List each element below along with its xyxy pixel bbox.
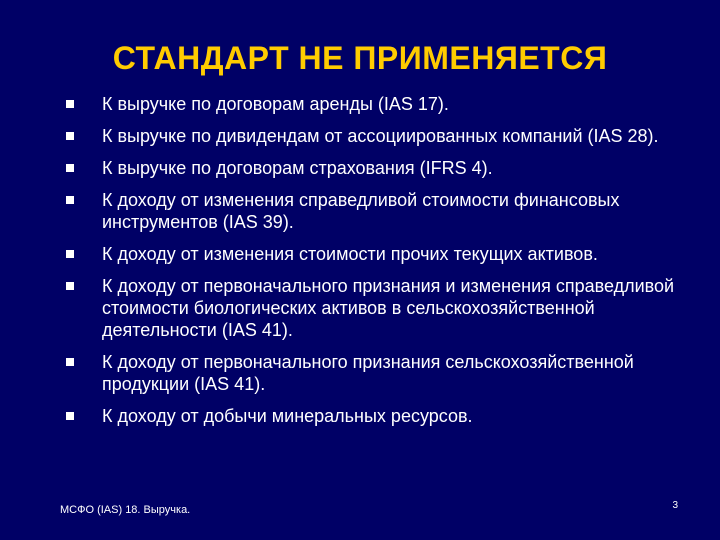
bullet-text: К доходу от первоначального признания и изменения справедливой стоимости биологических активов в сельскохозяйственной деятельности (IAS 41). [102,276,675,340]
bullet-text: К доходу от добычи минеральных ресурсов. [102,406,473,426]
bullet-text: К доходу от изменения справедливой стоимости финансовых инструментов (IAS 39). [102,190,620,232]
bullet-item [60,351,680,395]
bullet-text: К выручке по договорам аренды (IAS 17). [102,94,449,114]
square-bullet-icon [66,196,74,204]
bullet-text: К доходу от изменения стоимости прочих текущих активов. [102,244,598,264]
square-bullet-icon [66,164,74,172]
bullet-list [60,93,680,437]
square-bullet-icon [66,358,74,366]
square-bullet-icon [66,132,74,140]
bullet-item [60,157,680,179]
bullet-item [60,275,680,341]
slide-footer: МСФО (IAS) 18. Выручка. [60,504,191,516]
square-bullet-icon [66,412,74,420]
bullet-text: К выручке по дивидендам от ассоциированных компаний (IAS 28). [102,126,659,146]
page-number: 3 [672,500,678,511]
square-bullet-icon [66,100,74,108]
bullet-item [60,125,680,147]
bullet-item [60,189,680,233]
bullet-item [60,93,680,115]
bullet-text: К выручке по договорам страхования (IFRS 4). [102,158,493,178]
bullet-text: К доходу от первоначального признания сельскохозяйственной продукции (IAS 41). [102,352,634,394]
bullet-item [60,243,680,265]
square-bullet-icon [66,282,74,290]
slide-title: СТАНДАРТ НЕ ПРИМЕНЯЕТСЯ [112,40,608,76]
square-bullet-icon [66,250,74,258]
bullet-item [60,405,680,427]
